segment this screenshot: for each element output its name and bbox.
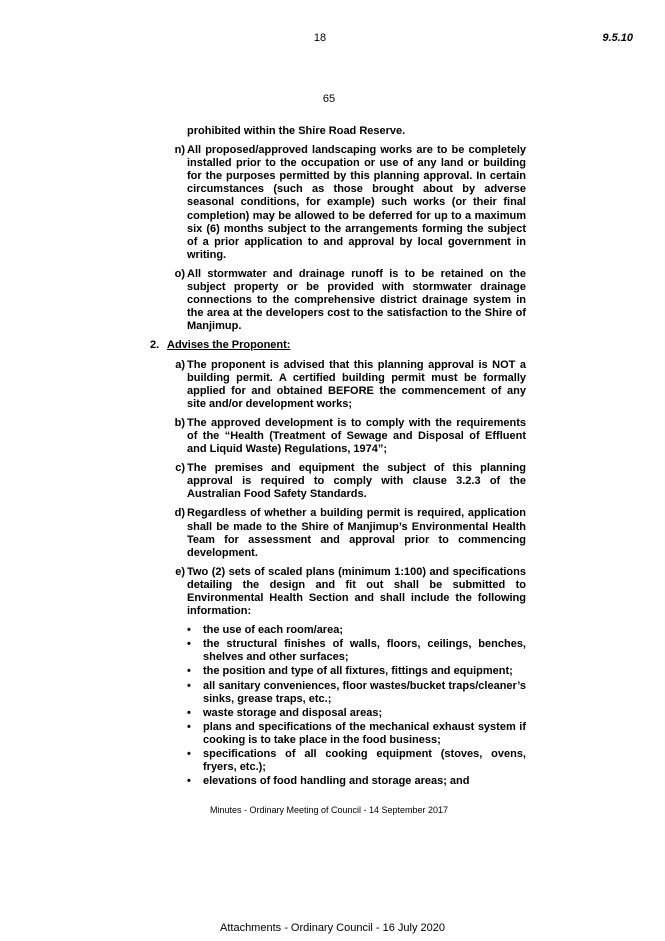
- bullet-icon: •: [187, 775, 191, 788]
- continuation-text: prohibited within the Shire Road Reserve.: [187, 125, 406, 137]
- attachments-footer: Attachments - Ordinary Council - 16 July 2020: [220, 922, 445, 934]
- list-item-text: all sanitary conveniences, floor wastes/bucket traps/cleaner’s sinks, grease traps, etc.;: [203, 679, 526, 705]
- condition-label: n): [174, 144, 185, 157]
- bullet-icon: •: [187, 720, 191, 733]
- section-number: 2.: [150, 339, 160, 352]
- advice-text: The approved development is to comply with the requirements of the “Health (Treatment of Sewage and Disposal of Effluent and Liquid Waste) Regulations, 1974”;: [187, 416, 526, 456]
- section-heading: Advises the Proponent:: [167, 339, 291, 352]
- list-item-text: specifications of all cooking equipment (stoves, ovens, fryers, etc.);: [203, 748, 526, 774]
- advice-label: e): [175, 565, 185, 578]
- list-item-text: the use of each room/area;: [203, 624, 343, 637]
- list-item-text: plans and specifications of the mechanical exhaust system if cooking is to take place in the food business;: [203, 720, 526, 746]
- list-item-text: elevations of food handling and storage areas; and: [203, 775, 470, 788]
- list-item-text: the position and type of all fixtures, fittings and equipment;: [203, 665, 513, 678]
- section-reference: 9.5.10: [602, 32, 633, 44]
- condition-text: All stormwater and drainage runoff is to be retained on the subject property or be provided with stormwater drainage connections to the comprehensive district drainage system in the area at the developers cost to the satisfaction to the Shire of Manjimup.: [187, 267, 526, 333]
- bullet-icon: •: [187, 624, 191, 637]
- bullet-icon: •: [187, 665, 191, 678]
- advice-label: c): [175, 462, 185, 475]
- condition-n: [150, 144, 526, 262]
- list-item: [187, 638, 526, 664]
- list-item: [187, 775, 526, 788]
- page-number-top: 18: [313, 32, 327, 44]
- condition-label: o): [174, 267, 185, 280]
- list-item: [187, 665, 526, 678]
- minutes-footer: Minutes - Ordinary Meeting of Council - 14 September 2017: [209, 805, 449, 815]
- section-2-heading: [150, 339, 526, 352]
- advice-text: Regardless of whether a building permit is required, application shall be made to the Shire of Manjimup’s Environmental Health Team for assessment and approval prior to commencing development.: [187, 507, 526, 559]
- document-body: [150, 125, 526, 789]
- advice-d: [150, 507, 526, 559]
- bullet-icon: •: [187, 706, 191, 719]
- advice-e: [150, 566, 526, 618]
- list-item: [187, 680, 526, 706]
- list-item: [187, 707, 526, 720]
- advice-text: Two (2) sets of scaled plans (minimum 1:100) and specifications detailing the design and fit out shall be submitted to Environmental Health Section and shall include the following information:: [187, 565, 526, 618]
- list-item-text: the structural finishes of walls, floors, ceilings, benches, shelves and other surfaces;: [203, 638, 526, 664]
- list-item-text: waste storage and disposal areas;: [203, 706, 383, 719]
- list-item: [187, 721, 526, 747]
- inner-page-number: 65: [322, 93, 336, 105]
- bullet-icon: •: [187, 748, 191, 761]
- advice-label: a): [175, 358, 185, 371]
- required-information-list: [187, 624, 526, 788]
- list-item: [187, 624, 526, 637]
- condition-text: All proposed/approved landscaping works are to be completely installed prior to the occupation or use of any land or building for the purposes permitted by this planning approval. In certain circumstances (such as those brought about by adverse seasonal conditions, for example) such works (or their final completion) may be allowed to be deferred for up to a maximum six (6) months subject to the arrangements forming the subject of a prior application to and approval by local government in writing.: [187, 144, 526, 261]
- list-item: [187, 748, 526, 774]
- advice-label: d): [174, 507, 185, 520]
- advice-c: [150, 462, 526, 501]
- advice-text: The proponent is advised that this planning approval is NOT a building permit. A certified building permit must be formally applied for and obtained BEFORE the commencement of any site and/or development works;: [187, 358, 526, 410]
- advice-b: [150, 417, 526, 456]
- condition-o: [150, 268, 526, 333]
- advice-a: [150, 359, 526, 411]
- bullet-icon: •: [187, 638, 191, 651]
- advice-text: The premises and equipment the subject of this planning approval is required to comply with clause 3.2.3 of the Australian Food Safety Standards.: [187, 462, 526, 501]
- bullet-icon: •: [187, 679, 191, 692]
- advice-label: b): [174, 416, 185, 429]
